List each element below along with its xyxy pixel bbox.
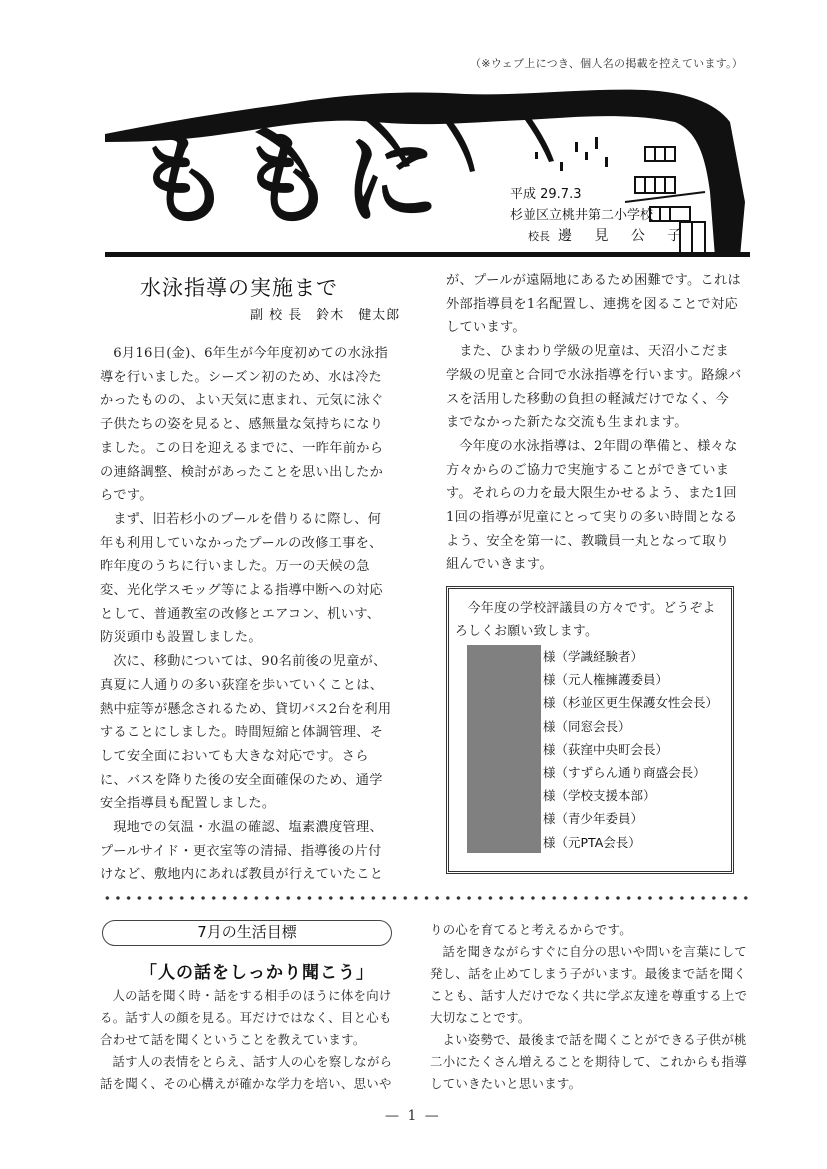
- article-paragraph: 次に、移動については、90名前後の児童が、真夏に人通りの多い荻窪を歩いていくことは、熱中症等が懸念されるため、貸切バス2台を利用することにしました。時間短縮と体調管理、そして安全面においても大きな対応です。さらに、バスを降りた後の安全面確保のため、通学安全指導員も配置しました。: [100, 654, 392, 812]
- goal-paragraph: よい姿勢で、最後まで話を聞くことができる子供が桃二小にたくさん増えることを期待して、これからも指導していきたいと思います。: [430, 1032, 748, 1091]
- article-paragraph: まず、旧若杉小のプールを借りるに際し、何年も利用していなかったプールの改修工事を、昨年度のうちに行いました。万一の天候の急変、光化学スモッグ等による指導中断への対応として、普通教室の改修とエアコン、机いす、防災頭巾も設置しました。: [100, 511, 383, 646]
- privacy-notice: （※ウェブ上につき、個人名の掲載を控えています。）: [470, 57, 744, 70]
- goal-paragraph: 人の話を聞く時・話をする相手のほうに体を向ける。話す人の顔を見る。耳だけではなく、目と心も合わせて話を聞くということを教えています。: [100, 988, 392, 1047]
- masthead: [105, 82, 750, 257]
- article-title: 水泳指導の実施まで: [140, 276, 338, 300]
- page-number: — 1 —: [385, 1108, 441, 1124]
- council-member: 様（荻窪中央町会長）: [543, 741, 669, 757]
- byline-role: 副 校 長: [250, 308, 303, 323]
- goal-paragraph: 話を聞きながらすぐに自分の思いや問いを言葉にして発し、話を止めてしまう子がいます。最後まで話を聞くことも、話す人だけでなく共に学ぶ友達を尊重する上で大切なことです。: [430, 944, 748, 1025]
- goal-slogan: 「人の話をしっかり聞こう」: [140, 963, 374, 983]
- article-paragraph: 現地での気温・水温の確認、塩素濃度管理、プールサイド・更衣室等の清掃、指導後の片付けなど、敷地内にあれば教員が行えていたこと: [100, 820, 384, 883]
- goal-column-right: [430, 919, 748, 1095]
- issue-date: 平成 29.7.3: [510, 187, 582, 202]
- school-name: 杉並区立桃井第二小学校: [510, 208, 654, 223]
- council-member: 様（すずらん通り商盛会長）: [543, 764, 706, 780]
- article-paragraph: 6月16日(金)、6年生が今年度初めての水泳指導を行いました。シーズン初のため、水は冷たかったものの、よい天気に恵まれ、元気に泳ぐ子供たちの姿を見ると、感無量な気持ちになりました。この日を迎えるまでに、一昨年前からの連絡調整、検討があったことを思い出したからです。: [100, 346, 389, 504]
- article-paragraph: 今年度の水泳指導は、2年間の準備と、様々な方々からのご協力で実施することができています。それらの力を最大限生かせるよう、また1回1回の指導が児童にとって実りの多い時間となるよう、安全を第一に、教職員一丸となって取り組んでいきます。: [446, 438, 738, 573]
- article-byline: [250, 304, 414, 323]
- council-box: [446, 586, 734, 874]
- council-member: 様（元PTA会長）: [543, 834, 641, 850]
- principal: [510, 226, 690, 247]
- principal-role: 校長: [528, 230, 550, 243]
- masthead-info: [510, 184, 690, 247]
- goal-paragraph: りの心を育てると考えるからです。: [430, 922, 632, 937]
- article-column-left: [100, 342, 392, 887]
- goal-column-left: [100, 985, 400, 1095]
- article-paragraph: が、プールが遠隔地にあるため困難です。これは外部指導員を1名配置し、連携を図ることで対応しています。: [446, 273, 742, 336]
- byline-name: 鈴木 健太郎: [316, 308, 401, 323]
- council-member: 様（元人権擁護委員）: [543, 672, 669, 688]
- newsletter-title: ももに: [135, 120, 447, 239]
- council-member: 様（学識経験者）: [543, 649, 644, 664]
- article-paragraph: また、ひまわり学級の児童は、天沼小こだま学級の児童と合同で水泳指導を行います。路線バスを活用した移動の負担の軽減だけでなく、今までなかった新たな交流も生まれます。: [446, 344, 742, 431]
- article-column-right: [446, 269, 742, 577]
- redacted-names: [467, 645, 541, 853]
- goal-paragraph: 話す人の表情をとらえ、話す人の心を察しながら話を聞く、その心構えが確かな学力を培い、思いや: [100, 1054, 393, 1091]
- council-list: [455, 645, 725, 854]
- council-intro: 今年度の学校評議員の方々です。どうぞよろしくお願い致します。: [455, 601, 716, 639]
- council-member: 様（杉並区更生保護女性会長）: [543, 695, 719, 711]
- council-member: 様（同窓会長）: [543, 718, 631, 734]
- dotted-divider: [102, 895, 752, 901]
- masthead-rule: [105, 252, 750, 257]
- council-member: 様（青少年委員）: [543, 811, 644, 827]
- council-member: 様（学校支援本部）: [543, 788, 656, 804]
- principal-name: 邊 見 公 子: [558, 228, 691, 244]
- monthly-goal-heading: 7月の生活目標: [102, 920, 392, 946]
